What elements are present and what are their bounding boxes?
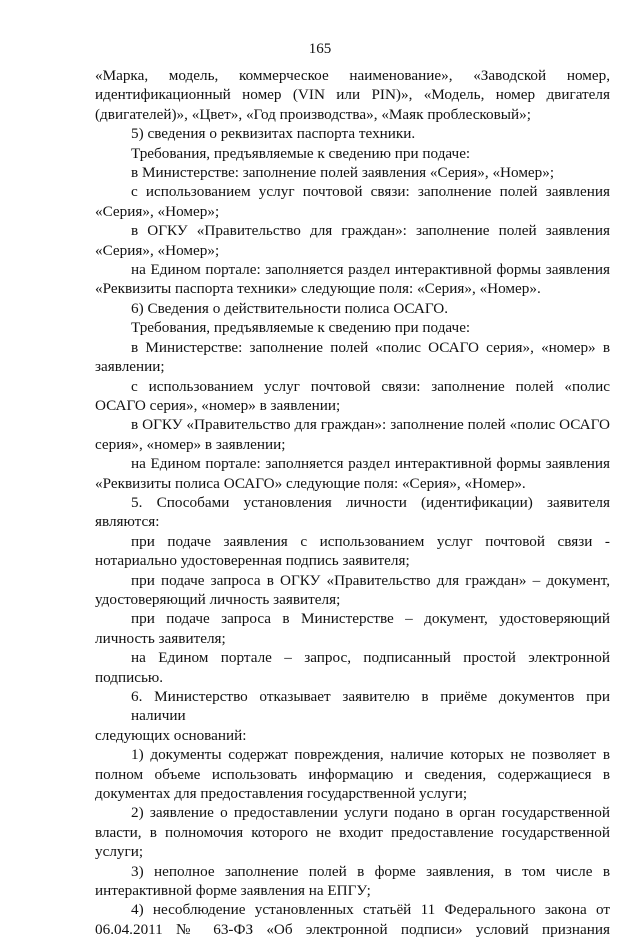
- text-line: серия», «номер» в заявлении;: [95, 435, 286, 453]
- text-line: документах для предоставления государственной услуги;: [95, 785, 468, 803]
- text-line: на Едином портале: заполняется раздел интерактивной формы заявления: [131, 455, 610, 473]
- text-line: (двигателей)», «Цвет», «Год производства», «Маяк проблесковый»;: [95, 105, 531, 123]
- text-line: «Марка, модель, коммерческое наименование», «Заводской номер,: [95, 67, 610, 84]
- document-text: [95, 66, 610, 939]
- text-line: полном объеме использовать информацию и сведения, содержащиеся в: [95, 765, 610, 783]
- text-line: в Министерстве: заполнение полей «полис ОСАГО серия», «номер» в: [131, 338, 610, 356]
- text-line: подписью.: [95, 668, 164, 686]
- text-line: при подаче запроса в Министерстве – документ, удостоверяющий: [131, 610, 610, 628]
- text-line: являются:: [95, 513, 160, 531]
- text-line: в ОГКУ «Правительство для граждан»: заполнение полей заявления: [131, 222, 610, 240]
- text-line: услуги;: [95, 843, 144, 861]
- text-line: власти, в полномочия которого не входит предоставление государственной: [95, 823, 610, 841]
- text-line: на Едином портале – запрос, подписанный простой электронной: [131, 649, 610, 667]
- text-line: 2) заявление о предоставлении услуги подано в орган государственной: [131, 804, 610, 822]
- text-line: 06.04.2011 № 63-ФЗ «Об электронной подписи» условий признания: [95, 920, 610, 938]
- text-line: личность заявителя;: [95, 629, 226, 647]
- text-line: «Реквизиты паспорта техники» следующие поля: «Серия», «Номер».: [95, 280, 541, 298]
- text-line: заявлении;: [95, 358, 165, 376]
- text-line: «Серия», «Номер»;: [95, 202, 220, 220]
- page-number: 165: [308, 41, 332, 57]
- text-line: при подаче запроса в ОГКУ «Правительство для граждан» – документ,: [131, 571, 610, 589]
- text-line: 5. Способами установления личности (идентификации) заявителя: [131, 493, 610, 511]
- text-line: «Серия», «Номер»;: [95, 241, 220, 259]
- text-line: нотариально удостоверенная подпись заявителя;: [95, 552, 410, 570]
- text-line: ОСАГО серия», «номер» в заявлении;: [95, 396, 341, 414]
- text-line: 4) несоблюдение установленных статьёй 11 Федерального закона от: [131, 901, 610, 919]
- text-line: Требования, предъявляемые к сведению при подаче:: [131, 319, 471, 337]
- text-line: при подаче заявления с использованием услуг почтовой связи -: [131, 532, 610, 550]
- text-line: 6) Сведения о действительности полиса ОСАГО.: [131, 299, 449, 317]
- text-line: «Реквизиты полиса ОСАГО» следующие поля: «Серия», «Номер».: [95, 474, 526, 492]
- text-line: с использованием услуг почтовой связи: заполнение полей «полис: [131, 377, 610, 395]
- text-line: с использованием услуг почтовой связи: заполнение полей заявления: [131, 183, 610, 201]
- text-line: интерактивной форме заявления на ЕПГУ;: [95, 882, 371, 900]
- text-line: 3) неполное заполнение полей в форме заявления, в том числе в: [131, 862, 610, 880]
- text-line: 6. Министерство отказывает заявителю в приёме документов при наличии: [131, 688, 610, 725]
- text-line: на Едином портале: заполняется раздел интерактивной формы заявления: [131, 261, 610, 279]
- text-line: в Министерстве: заполнение полей заявления «Серия», «Номер»;: [131, 164, 555, 182]
- text-line: 5) сведения о реквизитах паспорта техники.: [131, 125, 416, 143]
- text-line: 1) документы содержат повреждения, наличие которых не позволяет в: [131, 746, 610, 764]
- text-line: Требования, предъявляемые к сведению при подаче:: [131, 144, 471, 162]
- text-line: следующих оснований:: [95, 726, 247, 744]
- text-line: удостоверяющий личность заявителя;: [95, 590, 341, 608]
- text-line: идентификационный номер (VIN или PIN)», «Модель, номер двигателя: [95, 86, 610, 104]
- text-line: в ОГКУ «Правительство для граждан»: заполнение полей «полис ОСАГО: [131, 416, 610, 434]
